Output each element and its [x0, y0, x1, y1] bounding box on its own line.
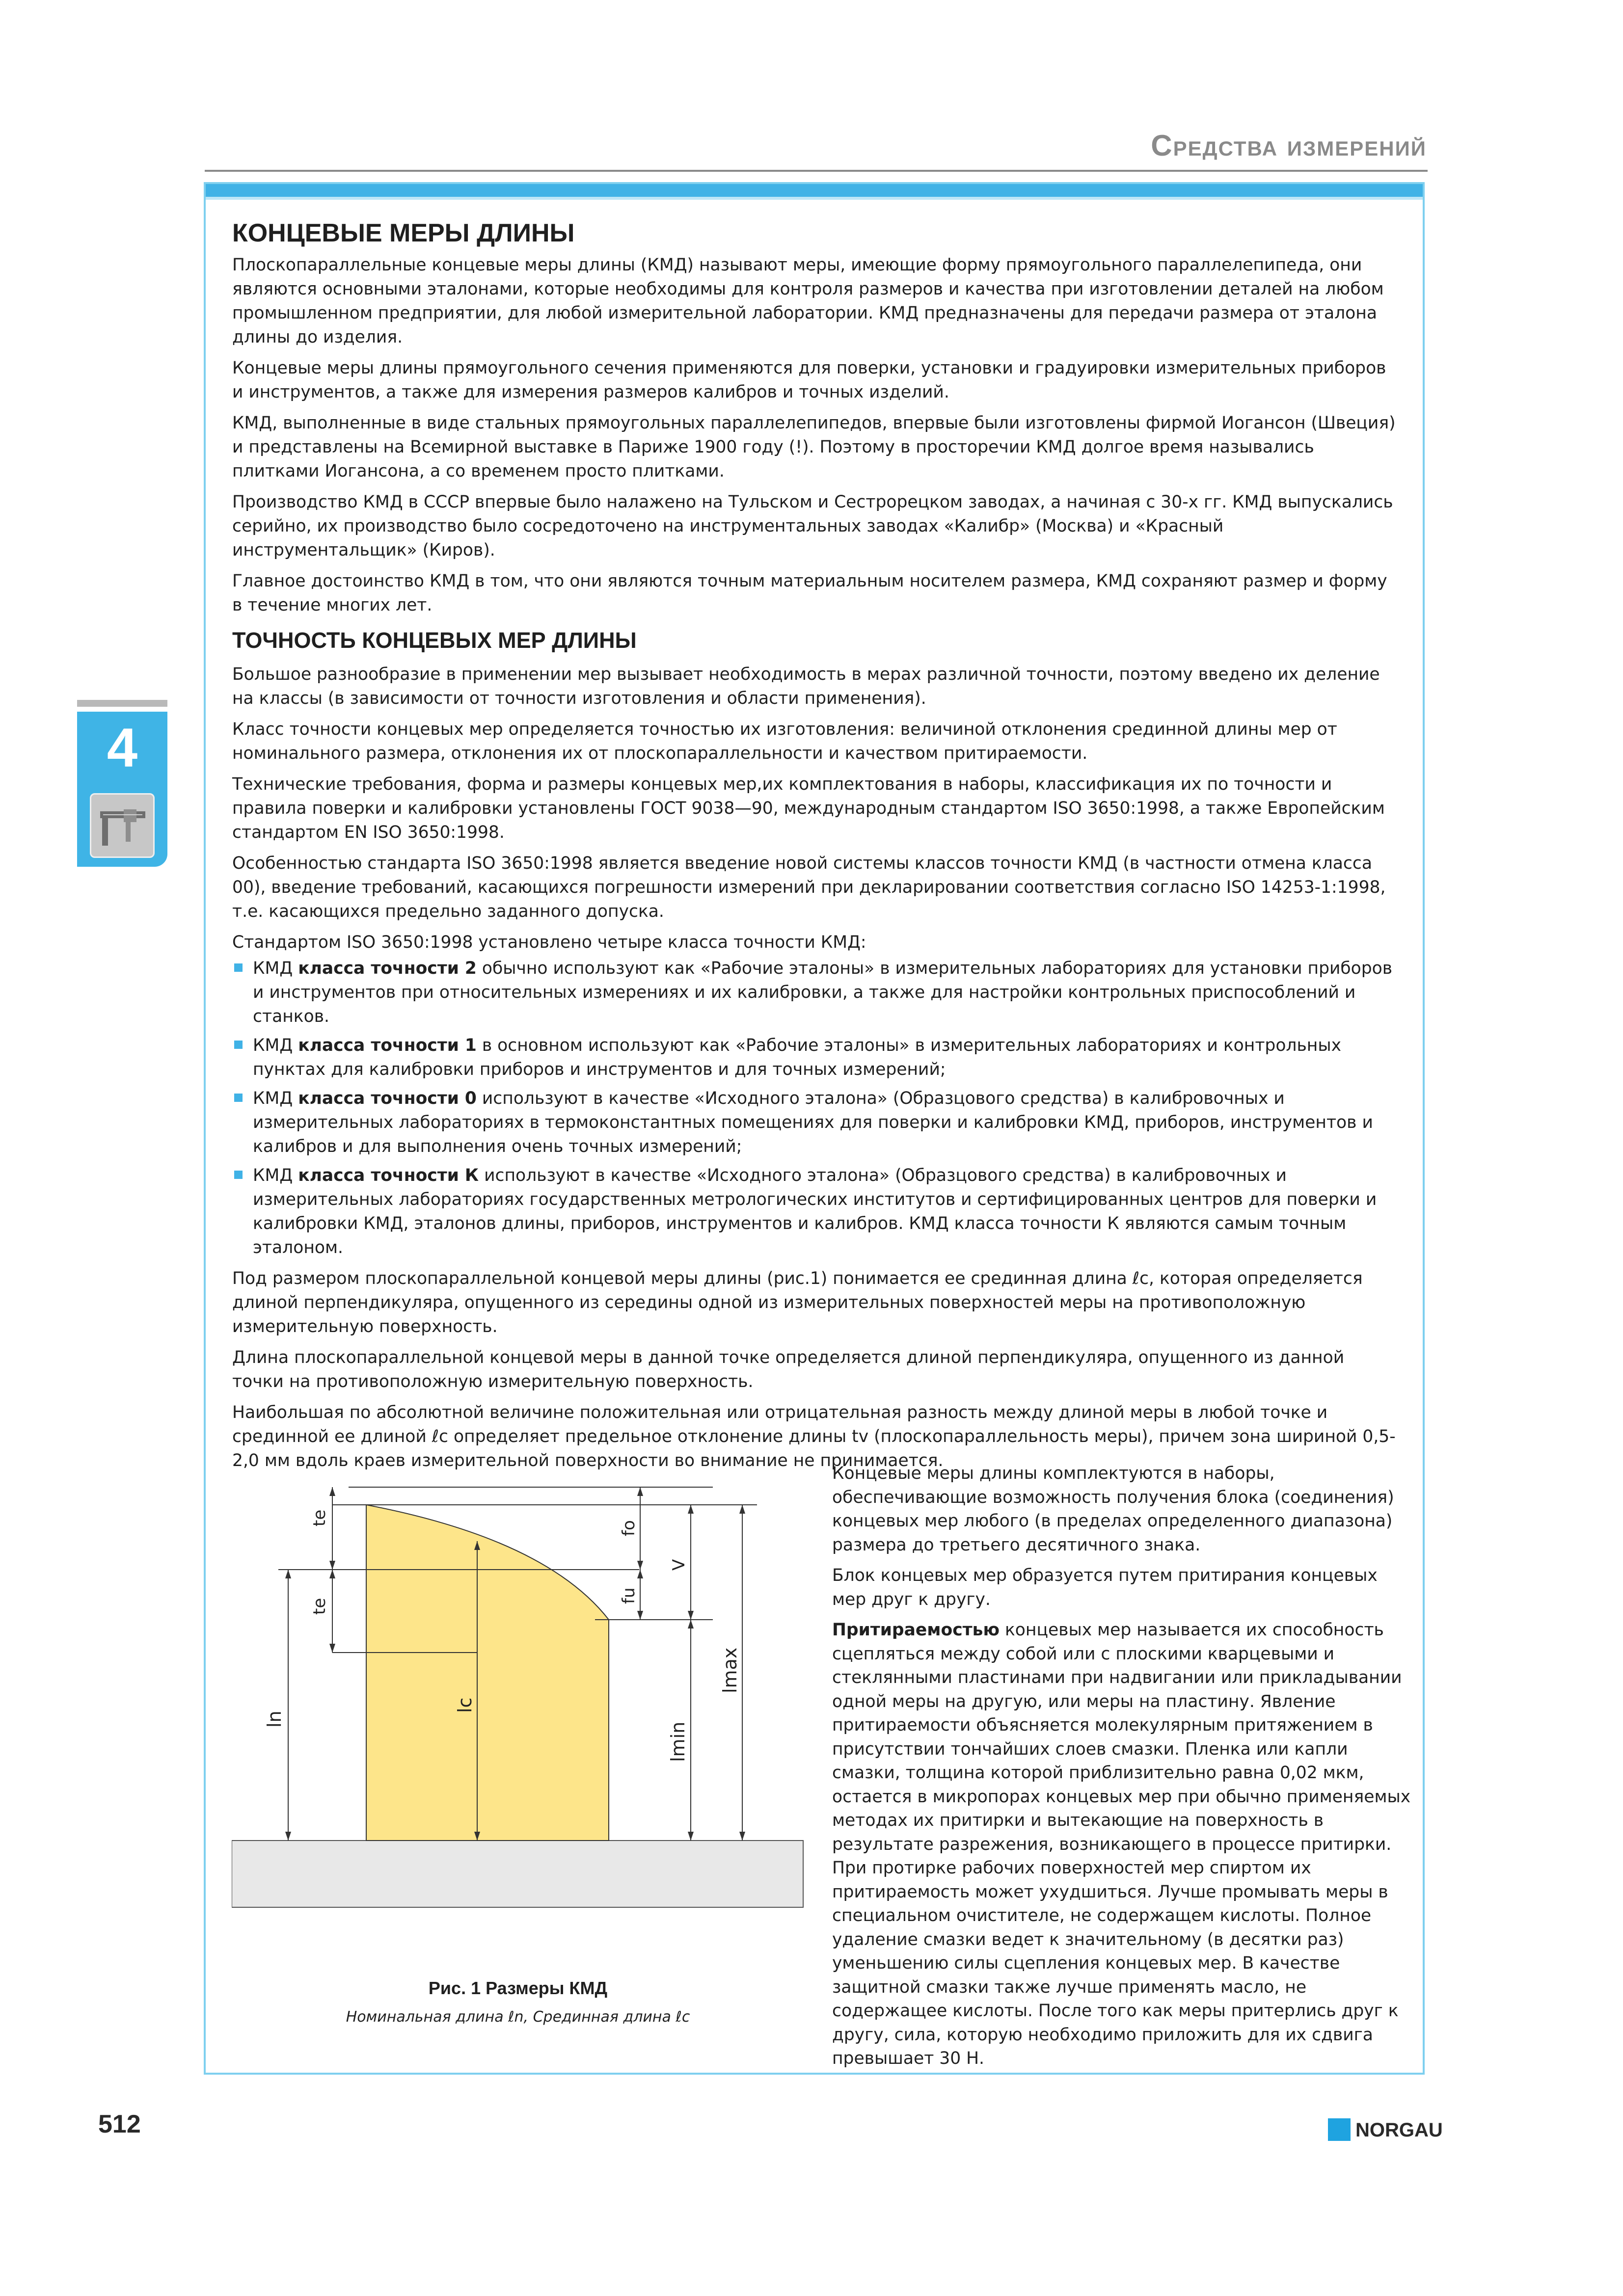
- class-name: класса точности 1: [298, 1036, 477, 1055]
- label-fu: fu: [619, 1587, 639, 1604]
- intro-paragraph-4: Производство КМД в СССР впервые было налажено на Тульском и Сестрорецком заводах, а начиная с 30-х гг. КМД выпускались серийно, их производство было сосредоточено на инструментальных заводах «Калибр» (Москва) и «Красный инструментальщик» (Киров).: [232, 492, 1393, 560]
- label-lc: lc: [454, 1697, 476, 1713]
- accuracy-paragraph-2: Класс точности концевых мер определяется точностью их изготовления: величиной отклонения срединной длины мер от номинального размера, отклонения их от плоскопараллельности и качеством притираемости.: [232, 720, 1337, 763]
- class-prefix: КМД: [253, 1166, 298, 1185]
- frame-top-bar-light: [206, 197, 1423, 200]
- definition-paragraph-1: Под размером плоскопараллельной концевой меры длины (рис.1) понимается ее срединная длина ℓc, которая определяется длиной перпендикуляра, опущенного из середины одной из измерительных поверхностей меры на противоположную измерительную поверхность.: [232, 1269, 1363, 1336]
- class-name: класса точности К: [298, 1166, 479, 1185]
- label-v: V: [669, 1559, 689, 1571]
- brand-name: NORGAU: [1355, 2119, 1443, 2141]
- class-name: класса точности 2: [298, 959, 477, 978]
- main-text-column: [232, 216, 1396, 1480]
- label-te-top: te: [310, 1509, 329, 1526]
- bullet-square-icon: [234, 1094, 243, 1102]
- figure-subcaption: Номинальная длина ℓn, Срединная длина ℓc: [346, 2008, 690, 2026]
- label-fo: fo: [619, 1520, 639, 1536]
- list-item: [232, 1087, 1396, 1159]
- page-number: 512: [98, 2110, 141, 2138]
- sets-paragraph: Концевые меры длины комплектуются в наборы, обеспечивающие возможность получения блока (соединения) концевых мер любого (в пределах определенного диапазона) размера до третьего десятичного знака.: [832, 1464, 1394, 1555]
- chapter-tab[interactable]: [77, 700, 167, 867]
- chapter-tab-top: [77, 700, 167, 707]
- figure-gauge-block-dimensions: [232, 1468, 806, 2052]
- intro-paragraph-5: Главное достоинство КМД в том, что они являются точным материальным носителем размера, КМД сохраняют размер и форму в течение многих лет.: [232, 571, 1387, 615]
- bullet-square-icon: [234, 1041, 243, 1049]
- class-description: обычно используют как «Рабочие эталоны» в измерительных лабораториях для установки приборов и инструментов при относительных измерениях и их калибровки, а также для настройки контрольных приспособлений и станков.: [253, 959, 1393, 1026]
- class-prefix: КМД: [253, 1089, 298, 1108]
- list-item: [232, 1034, 1396, 1082]
- bullet-square-icon: [234, 963, 243, 972]
- figure-caption: Рис. 1 Размеры КМД: [428, 1978, 608, 1998]
- main-title: КОНЦЕВЫЕ МЕРЫ ДЛИНЫ: [232, 219, 575, 247]
- accuracy-subtitle: ТОЧНОСТЬ КОНЦЕВЫХ МЕР ДЛИНЫ: [232, 628, 637, 653]
- class-prefix: КМД: [253, 959, 298, 978]
- accuracy-classes-list: [232, 957, 1396, 1260]
- label-lmax: lmax: [719, 1647, 741, 1693]
- lapping-description: концевых мер называется их способность сцепляться между собой или с плоскими кварцевыми и стеклянными пластинами при надвигании или прикладывании одной меры на другую, или меры на пластину. Явление притираемости объясняется молекулярным притяжением в присутствии тончайших слоев смазки. Пленка или капли смазки, толщина которой приблизительно равна 0,02 мкм, остается в микропорах концевых мер при обычно применяемых методах их притирки и вытекающие на поверхность в результате разрежения, возникающего в процессе притирки. При протирке рабочих поверхностей мер спиртом их притираемость может ухудшиться. Лучше промывать меры в специальном очистителе, не содержащем кислоты. Полное удаление смазки ведет к значительному (в десятки раз) уменьшению силы сцепления концевых мер. В качестве защитной смазки также лучше применять масло, не содержащее кислоты. После того как меры притерлись друг к другу, сила, которую необходимо приложить для их сдвига превышает 30 Н.: [832, 1620, 1411, 2068]
- accuracy-paragraph-1: Большое разнообразие в применении мер вызывает необходимость в мерах различной точности, поэтому введено их деление на классы (в зависимости от точности изготовления и области применения).: [232, 665, 1380, 708]
- caliper-icon: [90, 793, 155, 858]
- frame-top-bar: [206, 184, 1423, 197]
- bullet-square-icon: [234, 1171, 243, 1179]
- lapping-paragraph: [832, 1618, 1411, 2071]
- definition-paragraph-2: Длина плоскопараллельной концевой меры в данной точке определяется длиной перпендикуляра, опущенного из данной точки на противоположную измерительную поверхность.: [232, 1348, 1345, 1391]
- accuracy-paragraph-3: Технические требования, форма и размеры концевых мер,их комплектования в наборы, классификация их по точности и правила поверки и калибровки установлены ГОСТ 9038—90, международным стандартом ISO 3650:1998, а также Европейским стандартом EN ISO 3650:1998.: [232, 774, 1385, 842]
- section-title: Средства измерений: [1151, 129, 1427, 162]
- label-lmin: lmin: [667, 1721, 689, 1762]
- list-item: [232, 957, 1396, 1029]
- accuracy-paragraph-5: Стандартом ISO 3650:1998 установлено четыре класса точности КМД:: [232, 933, 866, 952]
- intro-paragraph-1: Плоскопараллельные концевые меры длины (КМД) называют меры, имеющие форму прямоугольного параллелепипеда, они являются основными эталонами, которые необходимы для контроля размеров и качества при изготовлении деталей на любом промышленном предприятии, для любой измерительной лаборатории. КМД предназначены для передачи размера от эталона длины до изделия.: [232, 255, 1384, 347]
- chapter-number: 4: [107, 717, 138, 778]
- intro-paragraph-3: КМД, выполненные в виде стальных прямоугольных параллелепипедов, впервые были изготовлены фирмой Иогансон (Швеция) и представлены на Всемирной выставке в Париже 1900 году (!). Поэтому в просторечии КМД долгое время назывались плитками Иогансона, а со временем просто плитками.: [232, 413, 1396, 481]
- gauge-block-diagram: [232, 1468, 806, 1978]
- class-name: класса точности 0: [298, 1089, 477, 1108]
- intro-paragraph-2: Концевые меры длины прямоугольного сечения применяются для поверки, установки и градуировки измерительных приборов и инструментов, а также для измерения размеров калибров и точных изделий.: [232, 358, 1386, 402]
- class-description: используют в качестве «Исходного эталона» (Образцового средства) в калибровочных и измерительных лабораториях государственных метрологических институтов и сертифицированных центров для поверки и калибровки КМД, эталонов длины, приборов, инструментов и калибров. КМД класса точности К являются самым точным эталоном.: [253, 1166, 1377, 1257]
- list-item: [232, 1164, 1396, 1260]
- header-rule: [205, 170, 1428, 172]
- class-description: используют в качестве «Исходного эталона» (Образцового средства) в калибровочных и измерительных лабораториях в термоконстантных помещениях для поверки и калибровки КМД, приборов, инструментов и калибров и для выполнения очень точных измерений;: [253, 1089, 1373, 1156]
- base-plate: [232, 1841, 803, 1907]
- block-paragraph: Блок концевых мер образуется путем притирания концевых мер друг к другу.: [832, 1566, 1378, 1609]
- gauge-block-shape: [366, 1505, 609, 1841]
- brand-square-icon: [1328, 2118, 1351, 2141]
- class-prefix: КМД: [253, 1036, 298, 1055]
- accuracy-paragraph-4: Особенностью стандарта ISO 3650:1998 является введение новой системы классов точности КМД (в частности отмена класса 00), введение требований, касающихся погрешности измерений при декларировании соответствия согласно ISO 14253-1:1998, т.е. касающихся предельно заданного допуска.: [232, 854, 1386, 921]
- label-ln: ln: [264, 1710, 285, 1728]
- label-te-bottom: te: [310, 1598, 329, 1615]
- right-text-column: [832, 1462, 1411, 2078]
- class-description: в основном используют как «Рабочие эталоны» в измерительных лабораториях и контрольных пунктах для калибровки приборов и инструментов и для точных измерений;: [253, 1036, 1342, 1079]
- definition-paragraph-3: Наибольшая по абсолютной величине положительная или отрицательная разность между длиной меры в любой точке и срединной ее длиной ℓc определяет предельное отклонение длины tv (плоскопараллельность меры), причем зона шириной 0,5-2,0 мм вдоль краев измерительной поверхности во внимание не принимается.: [232, 1403, 1396, 1470]
- lapping-term: Притираемостью: [832, 1620, 1000, 1640]
